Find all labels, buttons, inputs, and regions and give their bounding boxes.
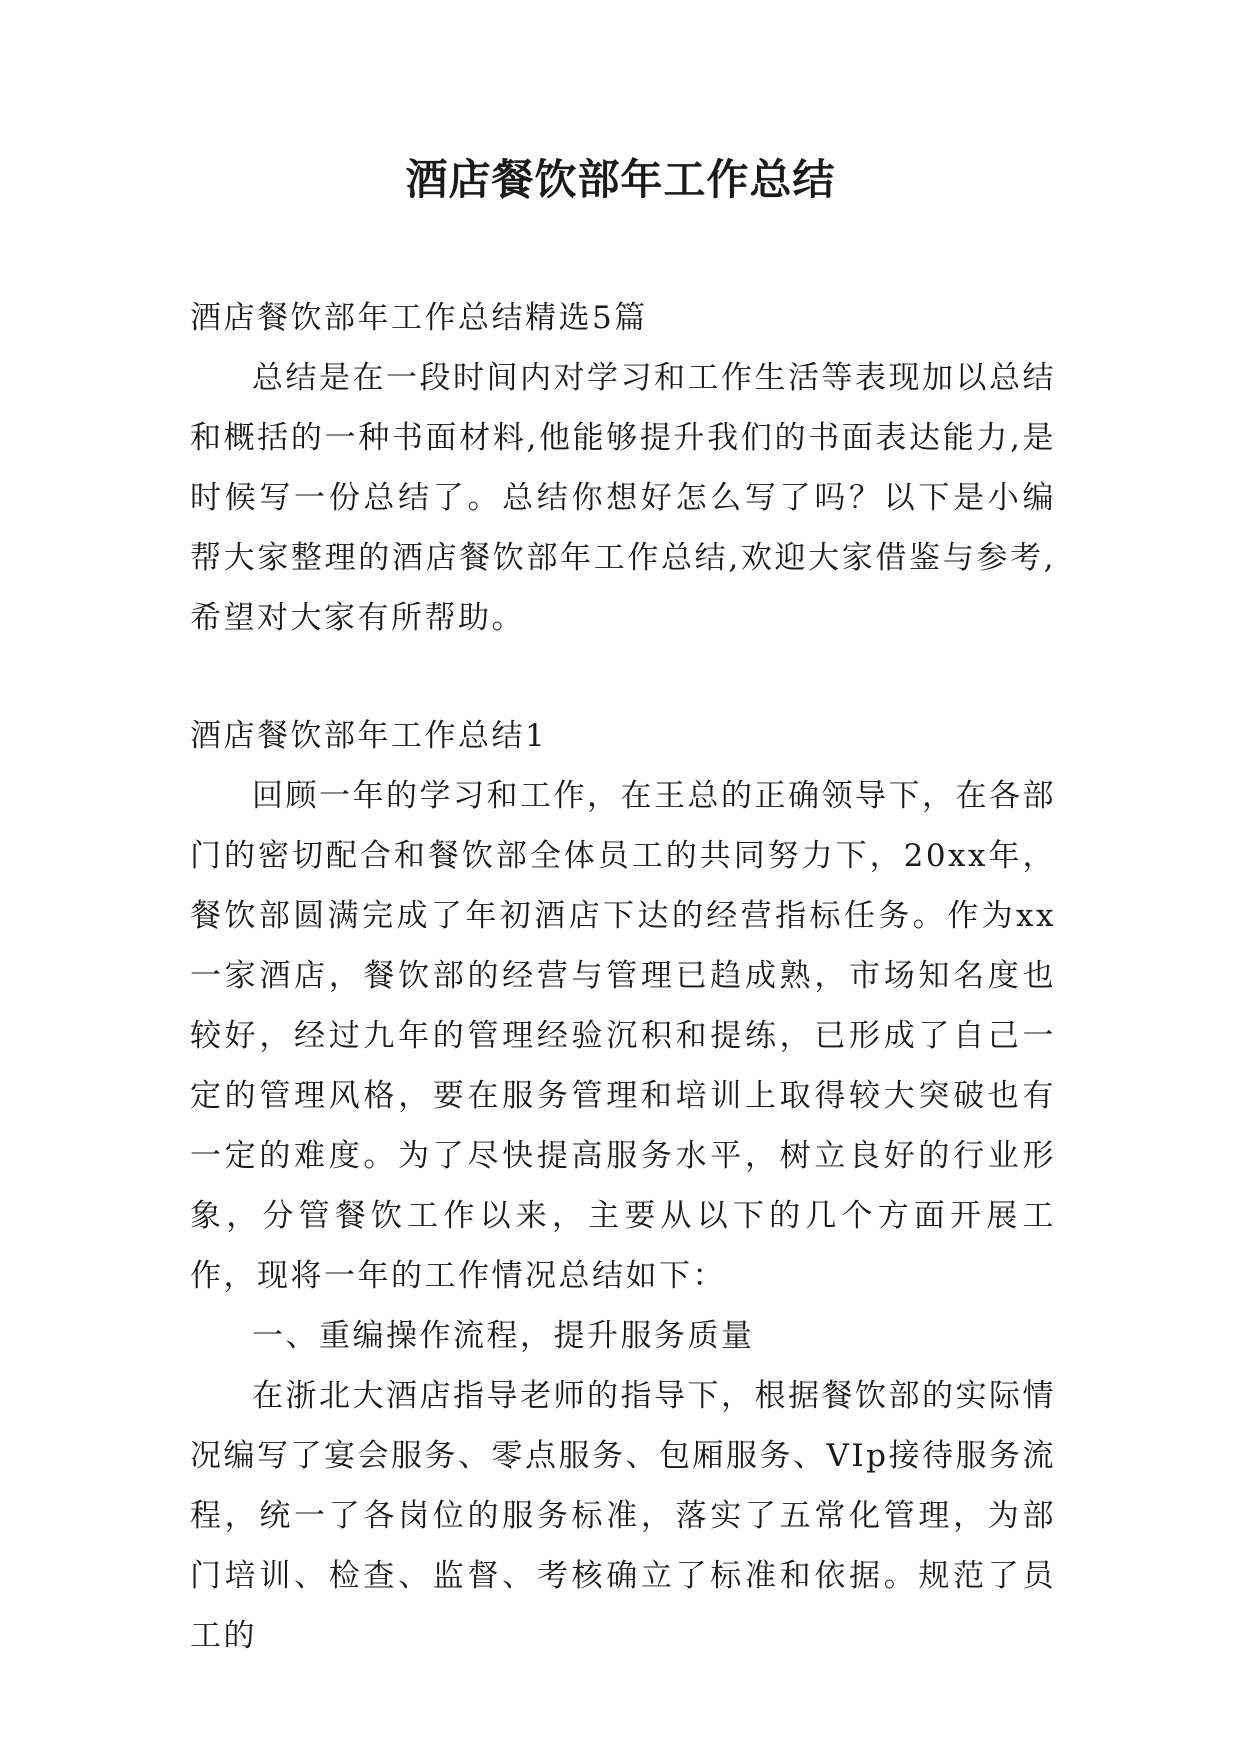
paragraph-spacer [190, 648, 1056, 706]
section-paragraph-1: 回顾一年的学习和工作，在王总的正确领导下，在各部门的密切配合和餐饮部全体员工的共同努力下，20xx年，餐饮部圆满完成了年初酒店下达的经营指标任务。作为xx一家酒店，餐饮部的经营与管理已趋成熟，市场知名度也较好，经过九年的管理经验沉积和提练，已形成了自己一定的管理风格，要在服务管理和培训上取得较大突破也有一定的难度。为了尽快提高服务水平，树立良好的行业形象，分管餐饮工作以来，主要从以下的几个方面开展工作，现将一年的工作情况总结如下： [190, 778, 1056, 1294]
section-title: 酒店餐饮部年工作总结1 [190, 718, 548, 754]
document-title: 酒店餐饮部年工作总结 [405, 155, 836, 204]
document-subtitle: 酒店餐饮部年工作总结精选5篇 [190, 300, 648, 336]
section-heading: 一、重编操作流程，提升服务质量 [252, 1318, 755, 1354]
section-paragraph-2: 在浙北大酒店指导老师的指导下，根据餐饮部的实际情况编写了宴会服务、零点服务、包厢服务、VIp接待服务流程，统一了各岗位的服务标准，落实了五常化管理，为部门培训、检查、监督、考核确立了标准和依据。规范了员工的 [190, 1378, 1056, 1654]
document-body [190, 288, 1056, 1666]
intro-paragraph: 总结是在一段时间内对学习和工作生活等表现加以总结和概括的一种书面材料,他能够提升我们的书面表达能力,是时候写一份总结了。总结你想好怎么写了吗？以下是小编帮大家整理的酒店餐饮部年工作总结,欢迎大家借鉴与参考,希望对大家有所帮助。 [190, 360, 1056, 636]
